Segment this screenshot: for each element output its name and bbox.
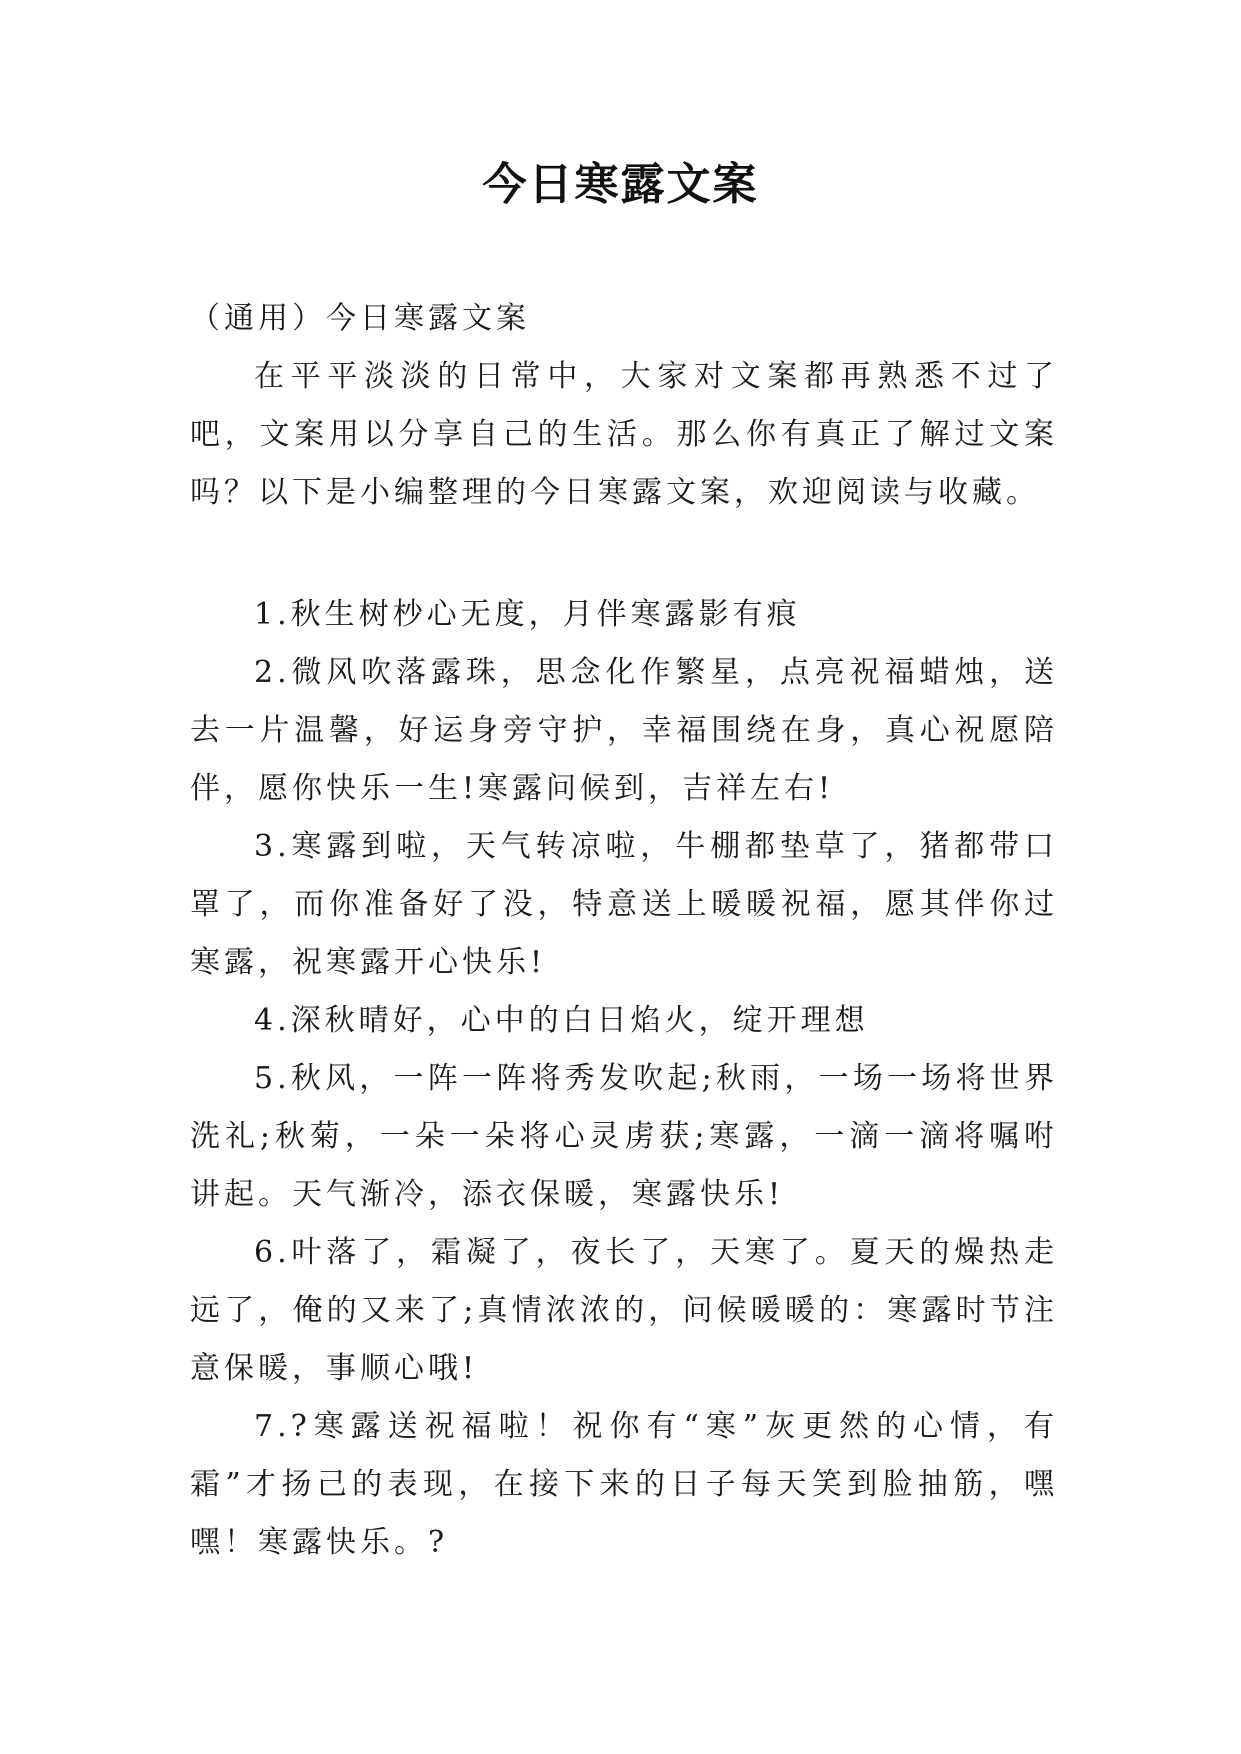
document-body [190,290,1058,1572]
intro-paragraph: 在平平淡淡的日常中，大家对文案都再熟悉不过了吧，文案用以分享自己的生活。那么你有真正了解过文案吗？以下是小编整理的今日寒露文案，欢迎阅读与收藏。 [190,359,1058,510]
paragraph-spacer [190,522,1058,586]
list-item: 5.秋风，一阵一阵将秀发吹起;秋雨，一场一场将世界洗礼;秋菊，一朵一朵将心灵虏获;寒露，一滴一滴将嘱咐讲起。天气渐冷，添衣保暖，寒露快乐! [190,1061,1058,1212]
list-item: 2.微风吹落露珠，思念化作繁星，点亮祝福蜡烛，送去一片温馨，好运身旁守护，幸福围绕在身，真心祝愿陪伴，愿你快乐一生!寒露问候到，吉祥左右! [190,655,1058,806]
document-subtitle: （通用）今日寒露文案 [190,301,530,336]
list-item: 3.寒露到啦，天气转凉啦，牛棚都垫草了，猪都带口罩了，而你准备好了没，特意送上暖暖祝福，愿其伴你过寒露，祝寒露开心快乐! [190,829,1058,980]
document-title: 今日寒露文案 [482,159,759,210]
list-item: 6.叶落了，霜凝了，夜长了，天寒了。夏天的燥热走远了，俺的又来了;真情浓浓的，问候暖暖的：寒露时节注意保暖，事顺心哦! [190,1235,1058,1386]
list-item: 7.?寒露送祝福啦！祝你有“寒”灰更然的心情，有霜”才扬己的表现，在接下来的日子每天笑到脸抽筋，嘿嘿！寒露快乐。? [190,1409,1058,1560]
list-item: 1.秋生树杪心无度，月伴寒露影有痕 [254,597,801,632]
list-item: 4.深秋晴好，心中的白日焰火，绽开理想 [254,1003,869,1038]
